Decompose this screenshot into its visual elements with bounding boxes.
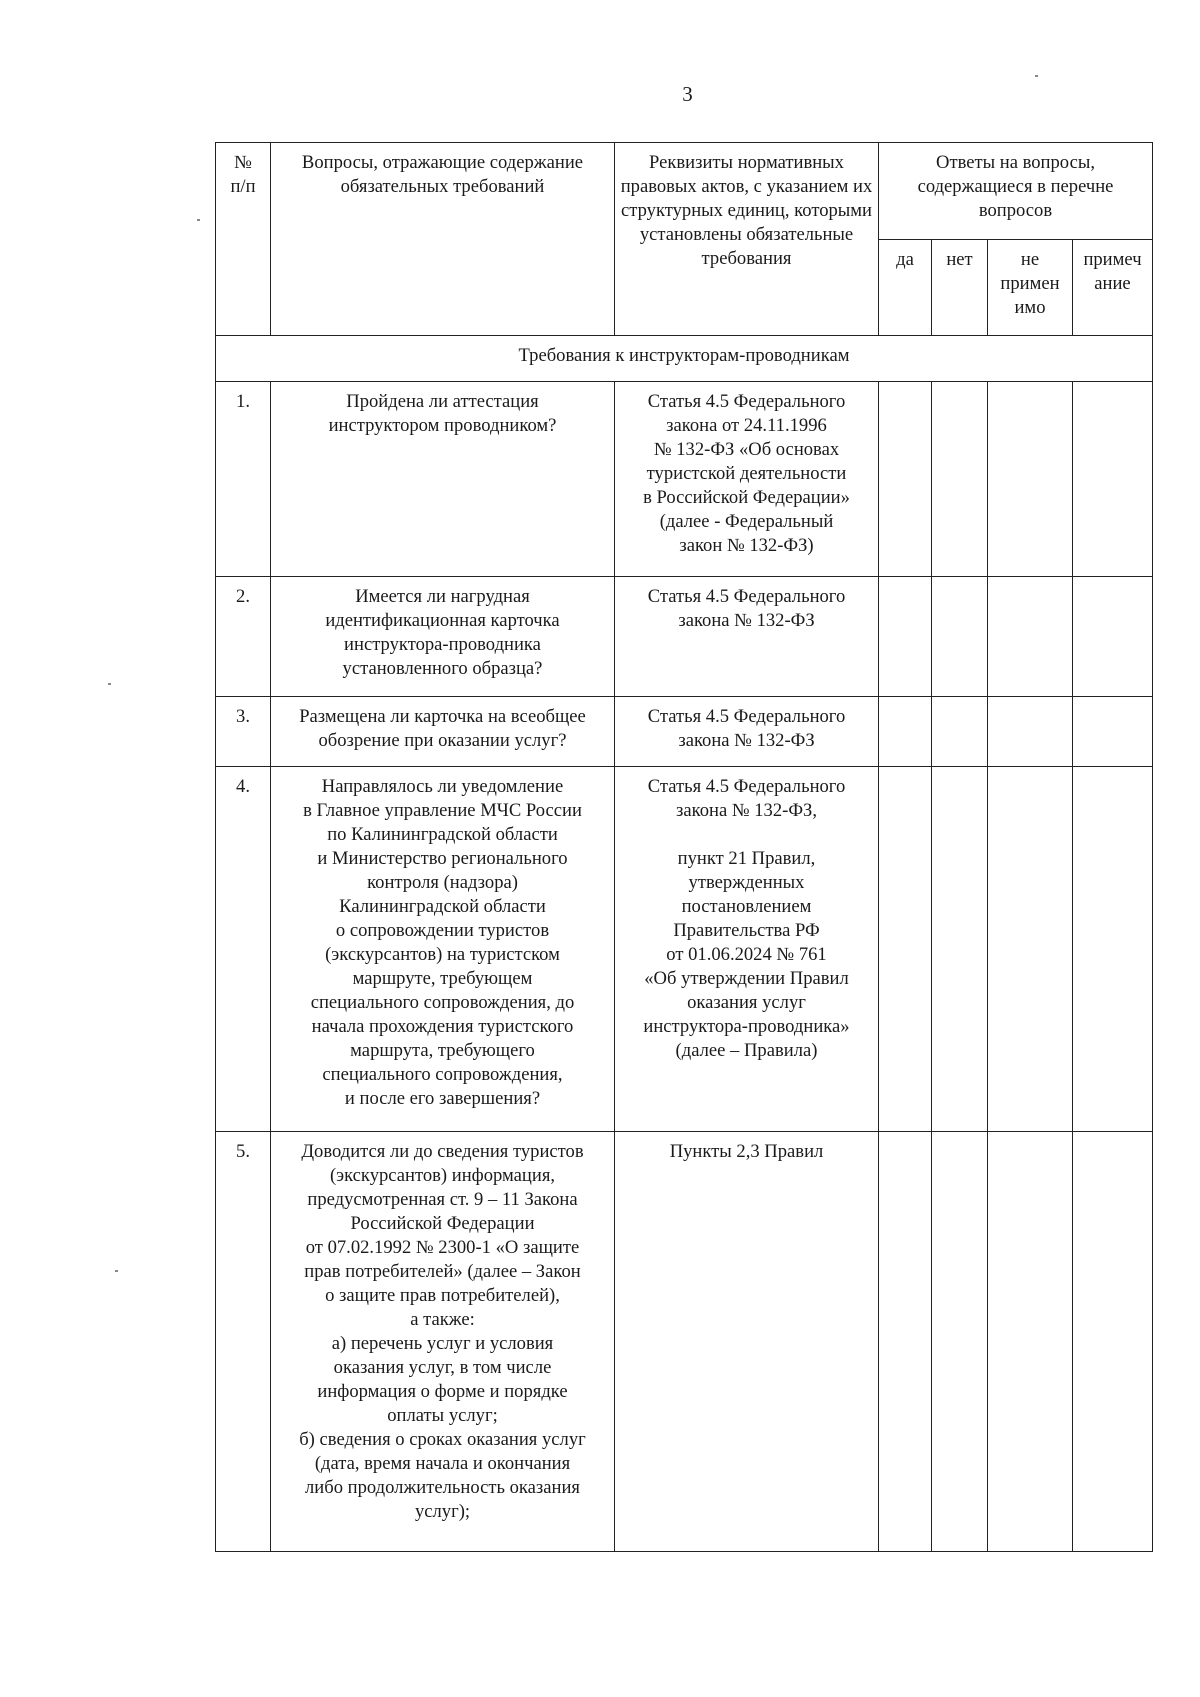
row-num: 2.: [216, 577, 271, 697]
row-requisites: Пункты 2,3 Правил: [615, 1132, 879, 1552]
row-requisites: Статья 4.5 Федерального закона № 132-ФЗ: [615, 577, 879, 697]
table-header-row: [216, 143, 1153, 240]
header-note: примеч ание: [1073, 240, 1153, 336]
section-row: [216, 336, 1153, 382]
checklist-table: [215, 142, 1153, 1552]
header-requisites: Реквизиты нормативных правовых актов, с указанием их структурных единиц, которыми установлены обязательные требования: [615, 143, 879, 336]
table-row: [216, 382, 1153, 577]
row-requisites: Статья 4.5 Федерального закона от 24.11.1996 № 132-ФЗ «Об основах туристской деятельности в Российской Федерации» (далее - Федеральный закон № 132-ФЗ): [615, 382, 879, 577]
scan-speck: [1035, 75, 1038, 77]
answer-note-cell[interactable]: [1073, 1132, 1153, 1552]
answer-no-cell[interactable]: [932, 767, 988, 1132]
row-num: 4.: [216, 767, 271, 1132]
scan-speck: [108, 683, 111, 685]
answer-no-cell[interactable]: [932, 697, 988, 767]
answer-note-cell[interactable]: [1073, 382, 1153, 577]
answer-note-cell[interactable]: [1073, 697, 1153, 767]
table-row: [216, 697, 1153, 767]
table-row: [216, 577, 1153, 697]
row-question: Размещена ли карточка на всеобщее обозрение при оказании услуг?: [271, 697, 615, 767]
row-num: 5.: [216, 1132, 271, 1552]
row-requisites: Статья 4.5 Федерального закона № 132-ФЗ, пункт 21 Правил, утвержденных постановлением Правительства РФ от 01.06.2024 № 761 «Об утверждении Правил оказания услуг инструктора-проводника» (далее – Правила): [615, 767, 879, 1132]
answer-no-cell[interactable]: [932, 382, 988, 577]
answer-no-cell[interactable]: [932, 577, 988, 697]
header-yes: да: [879, 240, 932, 336]
table-row: [216, 1132, 1153, 1552]
header-question: Вопросы, отражающие содержание обязательных требований: [271, 143, 615, 336]
answer-not-applicable-cell[interactable]: [988, 697, 1073, 767]
answer-note-cell[interactable]: [1073, 577, 1153, 697]
answer-yes-cell[interactable]: [879, 1132, 932, 1552]
header-no: нет: [932, 240, 988, 336]
scan-speck: [197, 219, 200, 221]
answer-yes-cell[interactable]: [879, 382, 932, 577]
answer-not-applicable-cell[interactable]: [988, 1132, 1073, 1552]
header-num: № п/п: [216, 143, 271, 336]
answer-yes-cell[interactable]: [879, 697, 932, 767]
section-title: Требования к инструкторам-проводникам: [216, 336, 1153, 382]
header-not-applicable: не примен имо: [988, 240, 1073, 336]
answer-not-applicable-cell[interactable]: [988, 382, 1073, 577]
row-question: Пройдена ли аттестация инструктором проводником?: [271, 382, 615, 577]
row-question: Направлялось ли уведомление в Главное управление МЧС России по Калининградской области и Министерство регионального контроля (надзора) Калининградской области о сопровождении туристов (экскурсантов) на туристском маршруте, требующем специального сопровождения, до начала прохождения туристского маршрута, требующего специального сопровождения, и после его завершения?: [271, 767, 615, 1132]
row-num: 1.: [216, 382, 271, 577]
row-question: Имеется ли нагрудная идентификационная карточка инструктора-проводника установленного образца?: [271, 577, 615, 697]
answer-yes-cell[interactable]: [879, 577, 932, 697]
scan-speck: [115, 1270, 118, 1272]
row-question: Доводится ли до сведения туристов (экскурсантов) информация, предусмотренная ст. 9 – 11 Закона Российской Федерации от 07.02.1992 № 2300-1 «О защите прав потребителей» (далее – Закон о защите прав потребителей), а также: а) перечень услуг и условия оказания услуг, в том числе информация о форме и порядке оплаты услуг; б) сведения о сроках оказания услуг (дата, время начала и окончания либо продолжительность оказания услуг);: [271, 1132, 615, 1552]
table-row: [216, 767, 1153, 1132]
answer-yes-cell[interactable]: [879, 767, 932, 1132]
answer-note-cell[interactable]: [1073, 767, 1153, 1132]
answer-not-applicable-cell[interactable]: [988, 577, 1073, 697]
answer-no-cell[interactable]: [932, 1132, 988, 1552]
answer-not-applicable-cell[interactable]: [988, 767, 1073, 1132]
row-num: 3.: [216, 697, 271, 767]
page-number: 3: [682, 82, 693, 106]
header-answers: Ответы на вопросы, содержащиеся в перечне вопросов: [879, 143, 1153, 240]
row-requisites: Статья 4.5 Федерального закона № 132-ФЗ: [615, 697, 879, 767]
